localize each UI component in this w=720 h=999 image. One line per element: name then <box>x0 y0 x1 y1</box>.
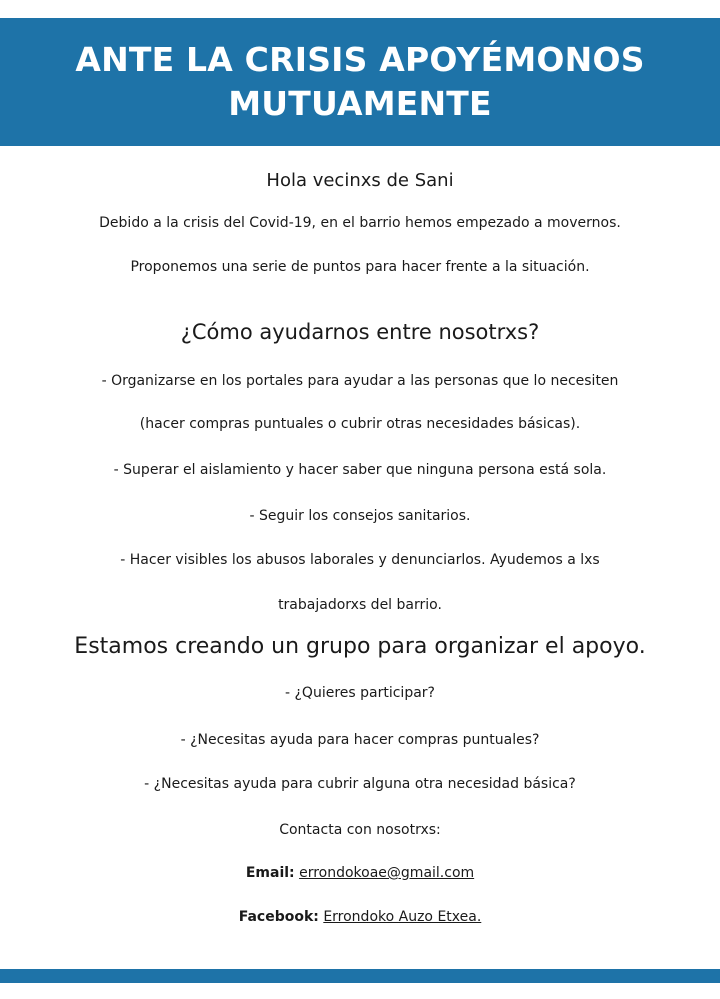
group-question-1: - ¿Quieres participar? <box>285 685 435 701</box>
group-question-3: - ¿Necesitas ayuda para cubrir alguna otra necesidad básica? <box>144 776 576 792</box>
group-question-2: - ¿Necesitas ayuda para hacer compras puntuales? <box>180 732 540 748</box>
help-point-1-continued: (hacer compras puntuales o cubrir otras necesidades básicas). <box>139 416 581 432</box>
title-banner <box>0 18 720 146</box>
facebook-label: Facebook: <box>238 909 319 925</box>
top-margin <box>0 0 720 18</box>
greeting: Hola vecinxs de Sani <box>266 170 454 191</box>
contact-intro: Contacta con nosotrxs: <box>279 822 441 838</box>
email-label: Email: <box>245 865 295 881</box>
bottom-margin <box>0 983 720 999</box>
facebook-link[interactable]: Errondoko Auzo Etxea. <box>323 909 482 925</box>
email-row <box>0 862 720 884</box>
facebook-row <box>0 906 720 928</box>
banner-title-line-2: MUTUAMENTE <box>228 84 492 123</box>
help-point-4-continued: trabajadorxs del barrio. <box>278 597 442 613</box>
section-heading-group: Estamos creando un grupo para organizar el apoyo. <box>74 634 646 659</box>
email-link[interactable]: errondokoae@gmail.com <box>299 865 475 881</box>
intro-paragraph-2: Proponemos una serie de puntos para hacer frente a la situación. <box>130 259 590 275</box>
section-heading-help: ¿Cómo ayudarnos entre nosotrxs? <box>180 320 540 344</box>
help-point-2: - Superar el aislamiento y hacer saber que ninguna persona está sola. <box>113 462 607 478</box>
help-point-4: - Hacer visibles los abusos laborales y denunciarlos. Ayudemos a lxs <box>120 552 600 568</box>
help-point-3: - Seguir los consejos sanitarios. <box>249 508 471 524</box>
intro-paragraph-1: Debido a la crisis del Covid-19, en el barrio hemos empezado a movernos. <box>99 215 621 231</box>
footer-bar <box>0 969 720 983</box>
help-point-1: - Organizarse en los portales para ayudar a las personas que lo necesiten <box>101 373 619 389</box>
banner-title-line-1: ANTE LA CRISIS APOYÉMONOS <box>75 40 645 79</box>
